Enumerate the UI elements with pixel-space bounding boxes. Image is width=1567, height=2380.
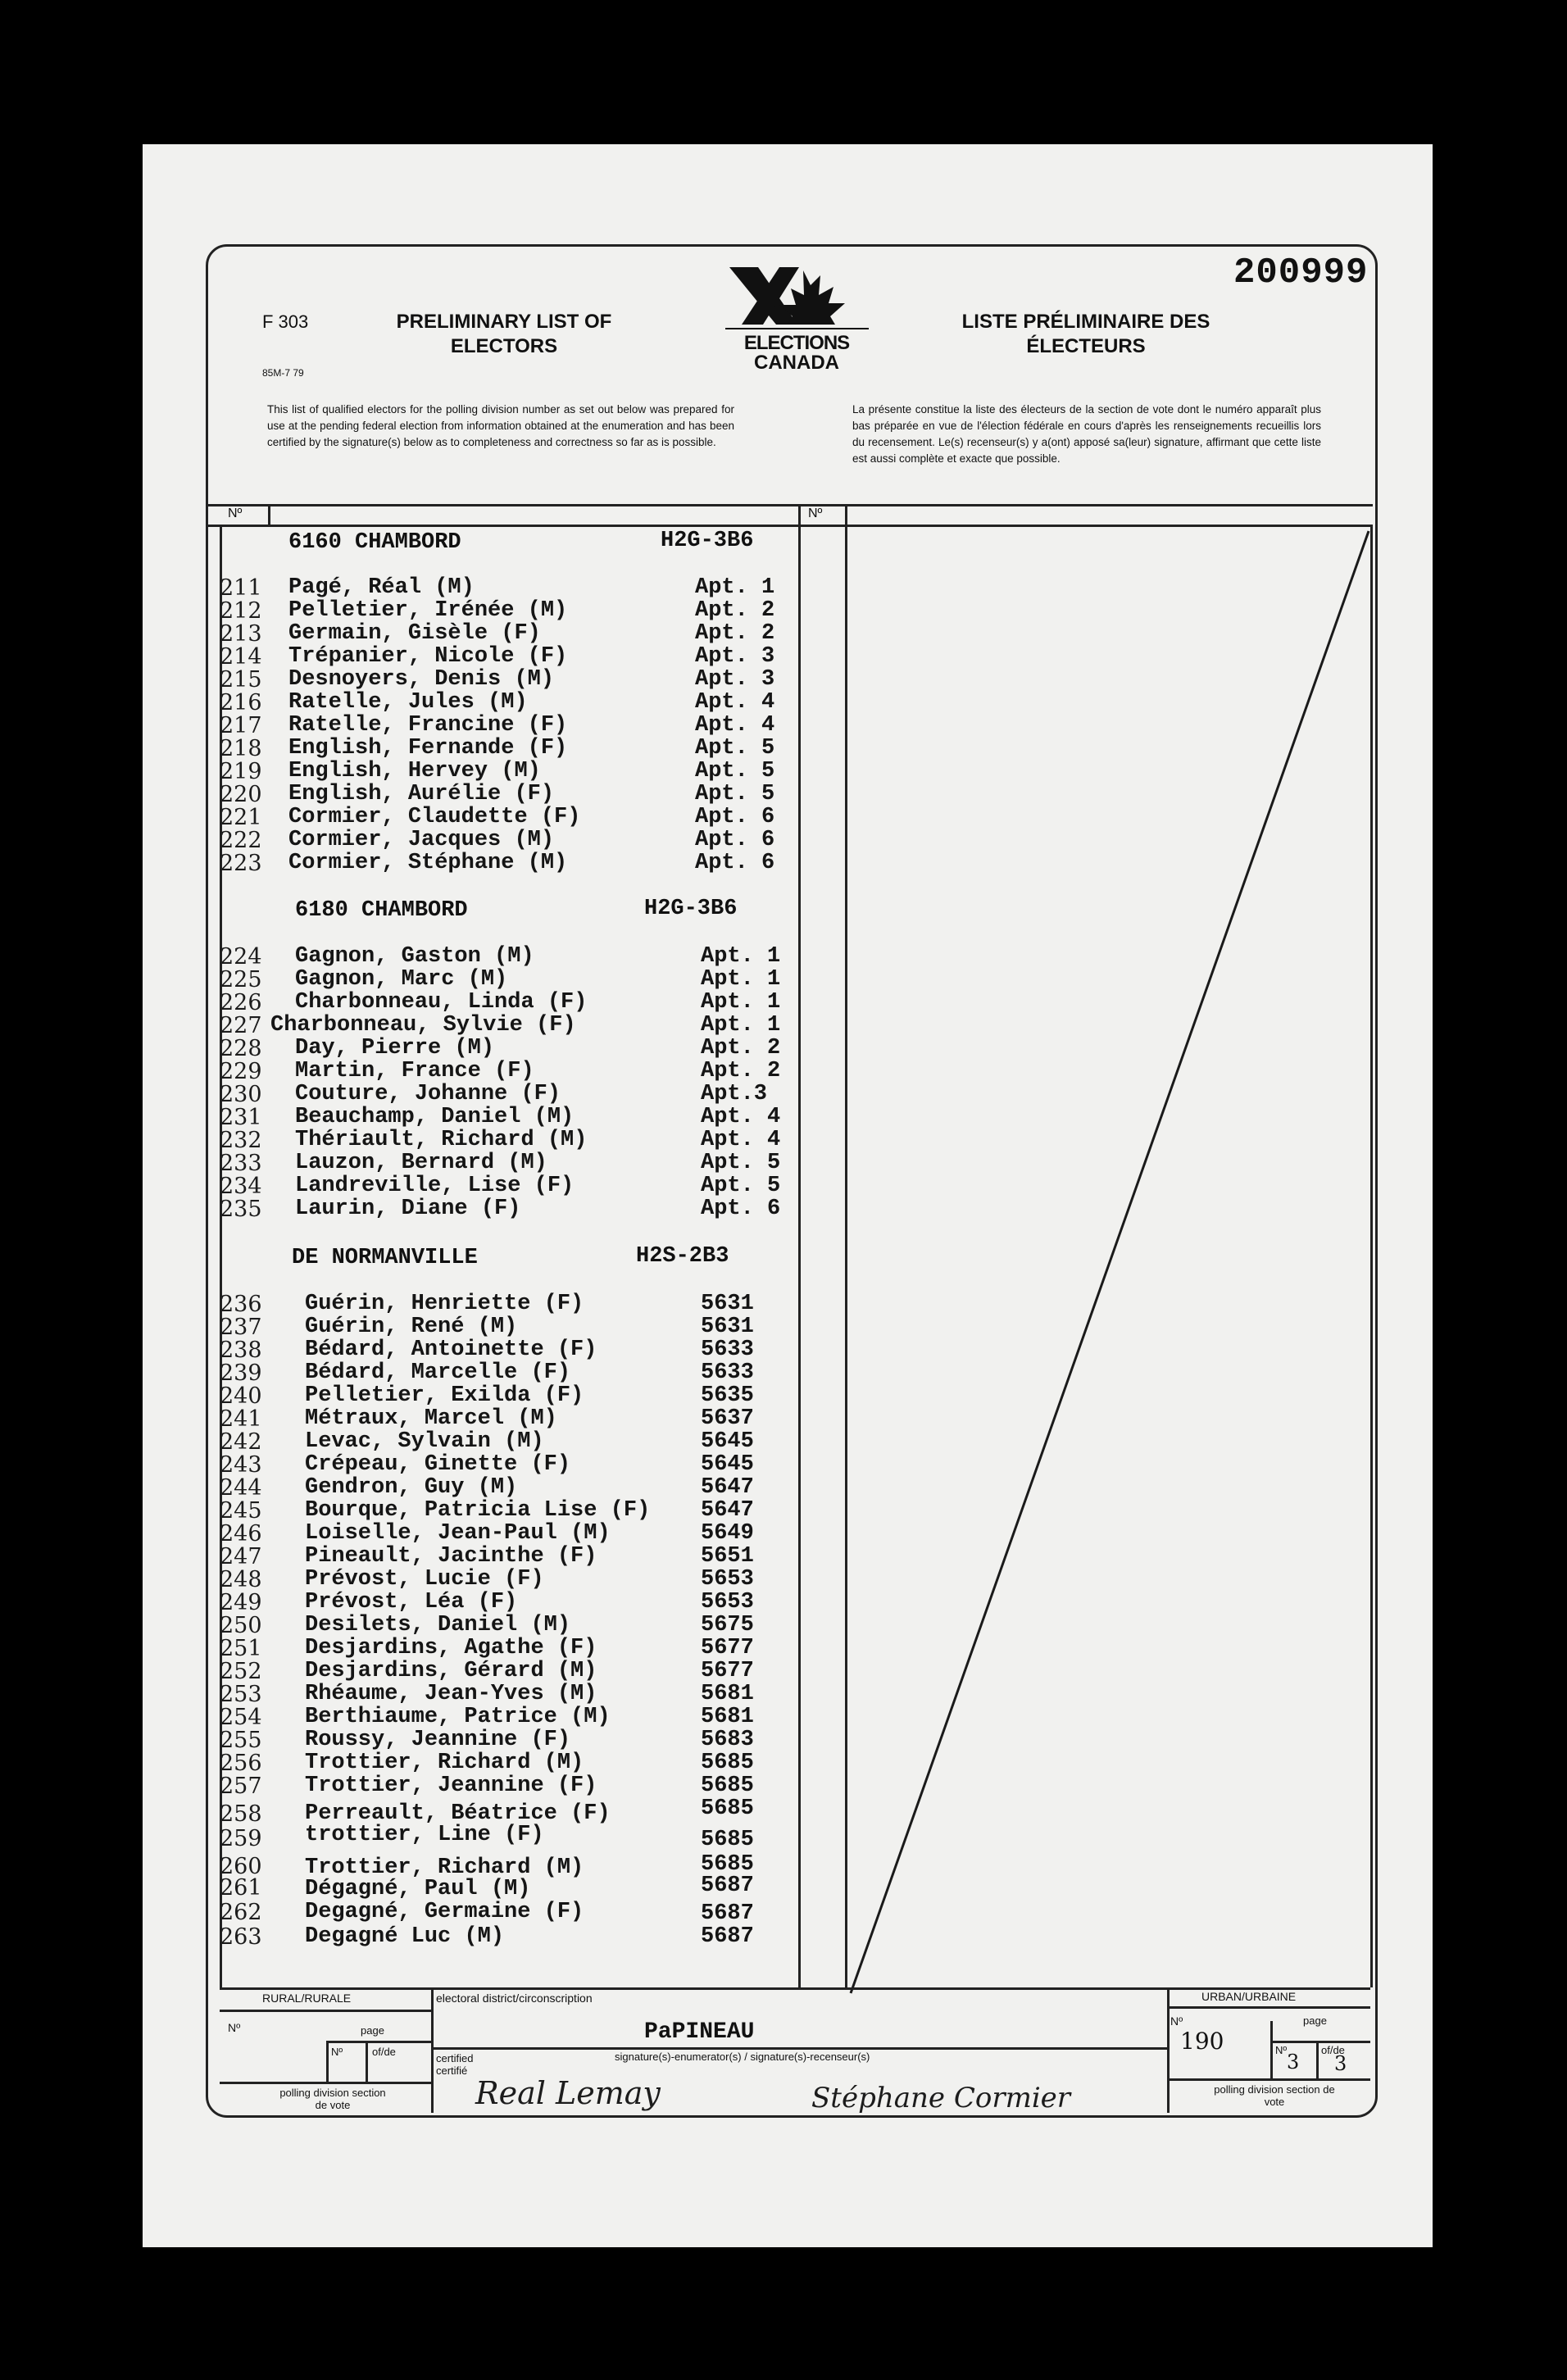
entry-name: Desjardins, Agathe (F) bbox=[305, 1636, 597, 1660]
section-postal-code: H2G-3B6 bbox=[644, 897, 738, 921]
entry-number: 254 bbox=[220, 1705, 262, 1730]
rural-no-divider bbox=[326, 2041, 329, 2082]
urban-page-number: 3 bbox=[1287, 2051, 1300, 2073]
entry-number: 252 bbox=[220, 1659, 262, 1684]
rural-bottom-rule bbox=[220, 2082, 431, 2084]
urban-no-divider bbox=[1270, 2021, 1273, 2078]
entry-name: Germain, Gisèle (F) bbox=[288, 621, 541, 646]
entry-name: Bourque, Patricia Lise (F) bbox=[305, 1498, 651, 1523]
entry-name: Desilets, Daniel (M) bbox=[305, 1613, 571, 1637]
urban-polling-label: polling division section de vote bbox=[1214, 2083, 1335, 2108]
district-label: electoral district/circonscription bbox=[436, 1992, 593, 2005]
rural-right-line bbox=[431, 1987, 434, 2113]
entry-number: 228 bbox=[220, 1036, 262, 1061]
entry-address: Apt. 4 bbox=[701, 1105, 781, 1129]
entry-name: Perreault, Béatrice (F) bbox=[305, 1801, 611, 1826]
entry-address: Apt. 4 bbox=[695, 713, 775, 738]
entry-name: Gendron, Guy (M) bbox=[305, 1475, 518, 1500]
urban-bottom-rule bbox=[1167, 2078, 1370, 2081]
entry-address: 5687 bbox=[701, 1901, 754, 1926]
entry-address: Apt. 5 bbox=[695, 759, 775, 783]
entry-address: Apt. 6 bbox=[695, 851, 775, 875]
urban-no-label: Nº bbox=[1170, 2014, 1183, 2028]
entry-address: Apt. 3 bbox=[695, 667, 775, 692]
form-subcode: 85M-7 79 bbox=[262, 367, 304, 379]
entry-name: Laurin, Diane (F) bbox=[295, 1197, 521, 1221]
entry-address: Apt. 2 bbox=[701, 1059, 781, 1083]
entry-address: Apt. 2 bbox=[695, 621, 775, 646]
section-postal-code: H2S-2B3 bbox=[636, 1244, 729, 1269]
entry-address: Apt. 2 bbox=[701, 1036, 781, 1061]
entry-address: Apt. 3 bbox=[695, 644, 775, 669]
title-french: LISTE PRÉLIMINAIRE DES ÉLECTEURS bbox=[961, 311, 1210, 357]
entry-name: Cormier, Stéphane (M) bbox=[288, 851, 568, 875]
svg-text:CANADA: CANADA bbox=[754, 352, 839, 374]
entry-number: 251 bbox=[220, 1636, 262, 1661]
entry-address: 5637 bbox=[701, 1406, 754, 1431]
entry-address: Apt.3 bbox=[701, 1082, 768, 1106]
entry-address: Apt. 1 bbox=[695, 575, 775, 600]
entry-address: 5653 bbox=[701, 1567, 754, 1592]
entry-name: Crépeau, Ginette (F) bbox=[305, 1452, 571, 1477]
entry-address: Apt. 2 bbox=[695, 598, 775, 623]
entry-address: 5647 bbox=[701, 1498, 754, 1523]
entry-name: Pelletier, Irénée (M) bbox=[288, 598, 568, 623]
urban-label: URBAN/URBAINE bbox=[1201, 1990, 1297, 2003]
entry-number: 216 bbox=[220, 690, 262, 715]
rural-no-label: Nº bbox=[228, 2021, 241, 2034]
entry-name: Rhéaume, Jean-Yves (M) bbox=[305, 1682, 597, 1706]
entry-name: Berthiaume, Patrice (M) bbox=[305, 1705, 611, 1729]
section-street: 6160 CHAMBORD bbox=[288, 530, 461, 555]
footer-top-rule bbox=[220, 1987, 1370, 1990]
rural-page-divider bbox=[366, 2041, 368, 2082]
entry-name: Day, Pierre (M) bbox=[295, 1036, 495, 1061]
signature-label: signature(s)-enumerator(s) / signature(s)-recenseur(s) bbox=[615, 2051, 870, 2063]
entry-address: 5685 bbox=[701, 1774, 754, 1798]
entry-name: Pagé, Réal (M) bbox=[288, 575, 475, 600]
entry-address: 5675 bbox=[701, 1613, 754, 1637]
entry-address: 5645 bbox=[701, 1452, 754, 1477]
section-street: 6180 CHAMBORD bbox=[295, 898, 468, 923]
entry-address: 5677 bbox=[701, 1659, 754, 1683]
entry-number: 263 bbox=[220, 1924, 262, 1950]
urban-of-label: of/de bbox=[1321, 2044, 1345, 2056]
entry-number: 226 bbox=[220, 990, 262, 1015]
urban-page-divider bbox=[1316, 2041, 1319, 2078]
urban-polling-number: 190 bbox=[1180, 2028, 1224, 2055]
entry-name: Cormier, Claudette (F) bbox=[288, 805, 581, 829]
section-postal-code: H2G-3B6 bbox=[661, 529, 754, 553]
entry-address: 5633 bbox=[701, 1338, 754, 1362]
entry-address: Apt. 1 bbox=[701, 990, 781, 1015]
entry-number: 238 bbox=[220, 1338, 262, 1363]
entry-name: Landreville, Lise (F) bbox=[295, 1174, 575, 1198]
entry-name: Guérin, René (M) bbox=[305, 1315, 518, 1339]
entry-name: Prévost, Lucie (F) bbox=[305, 1567, 544, 1592]
entry-address: Apt. 5 bbox=[701, 1174, 781, 1198]
signature-enumerator-1: Real Lemay bbox=[475, 2075, 661, 2111]
urban-page-label: page bbox=[1303, 2014, 1327, 2027]
entry-name: Prévost, Léa (F) bbox=[305, 1590, 518, 1615]
entry-address: 5685 bbox=[701, 1796, 754, 1821]
entry-name: Pelletier, Exilda (F) bbox=[305, 1383, 584, 1408]
entry-number: 237 bbox=[220, 1315, 262, 1340]
title-english: PRELIMINARY LIST OF ELECTORS bbox=[396, 311, 612, 357]
entry-name: Trottier, Richard (M) bbox=[305, 1751, 584, 1775]
entry-name: Pineault, Jacinthe (F) bbox=[305, 1544, 597, 1569]
entry-name: Ratelle, Jules (M) bbox=[288, 690, 528, 715]
entry-number: 239 bbox=[220, 1360, 262, 1386]
entry-name: Levac, Sylvain (M) bbox=[305, 1429, 544, 1454]
entry-number: 241 bbox=[220, 1406, 262, 1432]
entry-number: 258 bbox=[220, 1801, 262, 1827]
entry-name: Trépanier, Nicole (F) bbox=[288, 644, 568, 669]
entry-name: English, Fernande (F) bbox=[288, 736, 568, 761]
entry-number: 231 bbox=[220, 1105, 262, 1130]
entry-number: 250 bbox=[220, 1613, 262, 1638]
entry-number: 218 bbox=[220, 736, 262, 761]
rural-of-label: of/de bbox=[372, 2046, 396, 2058]
entry-number: 224 bbox=[220, 944, 262, 970]
entry-name: Cormier, Jacques (M) bbox=[288, 828, 555, 852]
entry-address: 5683 bbox=[701, 1728, 754, 1752]
entry-number: 235 bbox=[220, 1197, 262, 1222]
entry-address: 5687 bbox=[701, 1874, 754, 1898]
entry-name: trottier, Line (F) bbox=[305, 1823, 544, 1847]
intro-french: La présente constitue la liste des électeurs de la section de vote dont le numéro apparaît plus bas préparée en vue de l'élection fédérale en cours d'après les renseignements recueillis lors du recensement. Le(s) recenseur(s) y a(ont) apposé sa(leur) signature, affirmant que cette liste est aussi complète et exacte que possible. bbox=[852, 403, 1321, 465]
entry-number: 230 bbox=[220, 1082, 262, 1107]
entry-name: Beauchamp, Daniel (M) bbox=[295, 1105, 575, 1129]
entry-number: 236 bbox=[220, 1292, 262, 1317]
entry-number: 249 bbox=[220, 1590, 262, 1615]
svg-text:ELECTIONS: ELECTIONS bbox=[743, 332, 850, 354]
entry-name: Loiselle, Jean-Paul (M) bbox=[305, 1521, 611, 1546]
signature-enumerator-2: Stéphane Cormier bbox=[811, 2082, 1071, 2114]
entry-number: 214 bbox=[220, 644, 262, 670]
entry-number: 260 bbox=[220, 1854, 262, 1879]
rural-label-rule bbox=[220, 2010, 431, 2012]
entry-number: 248 bbox=[220, 1567, 262, 1592]
entry-number: 243 bbox=[220, 1452, 262, 1478]
entry-address: 5653 bbox=[701, 1590, 754, 1615]
entry-number: 244 bbox=[220, 1475, 262, 1501]
entry-name: English, Hervey (M) bbox=[288, 759, 541, 783]
entry-name: Couture, Johanne (F) bbox=[295, 1082, 561, 1106]
rural-page-rule bbox=[326, 2041, 431, 2043]
rural-page-label: page bbox=[361, 2024, 384, 2037]
entry-number: 245 bbox=[220, 1498, 262, 1524]
entry-name: Gagnon, Marc (M) bbox=[295, 967, 508, 992]
entry-address: Apt. 4 bbox=[701, 1128, 781, 1152]
entry-name: Trottier, Jeannine (F) bbox=[305, 1774, 597, 1798]
entry-address: Apt. 5 bbox=[695, 782, 775, 806]
entry-number: 220 bbox=[220, 782, 262, 807]
entry-name: Dégagné, Paul (M) bbox=[305, 1877, 531, 1901]
district-rule bbox=[431, 2047, 1167, 2050]
entry-address: Apt. 1 bbox=[701, 967, 781, 992]
entry-address: Apt. 6 bbox=[701, 1197, 781, 1221]
entry-address: 5633 bbox=[701, 1360, 754, 1385]
entry-number: 213 bbox=[220, 621, 262, 647]
entry-name: Degagné Luc (M) bbox=[305, 1924, 505, 1949]
entry-address: Apt. 6 bbox=[695, 828, 775, 852]
intro-english: This list of qualified electors for the polling division number as set out below was prepared for use at the pending federal election from information obtained at the enumeration and has been certified by the signature(s) below as to completeness and correctness so far as is possible. bbox=[267, 403, 734, 448]
entry-name: Trottier, Richard (M) bbox=[305, 1855, 584, 1880]
entry-address: 5649 bbox=[701, 1521, 754, 1546]
urban-left-line bbox=[1167, 1987, 1170, 2113]
rural-page-no-label: Nº bbox=[331, 2046, 343, 2058]
entry-name: Roussy, Jeannine (F) bbox=[305, 1728, 571, 1752]
entry-name: Ratelle, Francine (F) bbox=[288, 713, 568, 738]
entry-number: 215 bbox=[220, 667, 262, 693]
entry-name: Degagné, Germaine (F) bbox=[305, 1900, 584, 1924]
entry-number: 211 bbox=[220, 575, 262, 601]
urban-page-total: 3 bbox=[1334, 2052, 1347, 2075]
entry-name: Guérin, Henriette (F) bbox=[305, 1292, 584, 1316]
entry-name: Lauzon, Bernard (M) bbox=[295, 1151, 547, 1175]
entry-number: 257 bbox=[220, 1774, 262, 1799]
entry-name: Métraux, Marcel (M) bbox=[305, 1406, 557, 1431]
entry-number: 247 bbox=[220, 1544, 262, 1569]
entry-address: 5647 bbox=[701, 1475, 754, 1500]
entry-address: 5631 bbox=[701, 1315, 754, 1339]
entry-number: 246 bbox=[220, 1521, 262, 1547]
entry-number: 242 bbox=[220, 1429, 262, 1455]
entry-address: Apt. 5 bbox=[695, 736, 775, 761]
entry-name: Bédard, Marcelle (F) bbox=[305, 1360, 571, 1385]
form-code: F 303 bbox=[262, 311, 309, 332]
entry-address: 5687 bbox=[701, 1924, 754, 1949]
no-header-left: Nº bbox=[228, 506, 243, 520]
entry-name: Desnoyers, Denis (M) bbox=[288, 667, 555, 692]
entry-address: 5685 bbox=[701, 1751, 754, 1775]
entry-name: English, Aurélie (F) bbox=[288, 782, 555, 806]
entry-address: Apt. 4 bbox=[695, 690, 775, 715]
entry-number: 227 bbox=[220, 1013, 262, 1038]
serial-number: 200999 bbox=[1233, 252, 1369, 293]
entry-name: Bédard, Antoinette (F) bbox=[305, 1338, 597, 1362]
entry-number: 240 bbox=[220, 1383, 262, 1409]
entry-name: Gagnon, Gaston (M) bbox=[295, 944, 534, 969]
entry-number: 253 bbox=[220, 1682, 262, 1707]
entry-address: Apt. 1 bbox=[701, 1013, 781, 1038]
entry-number: 212 bbox=[220, 598, 262, 624]
urban-page-rule bbox=[1270, 2041, 1370, 2043]
entry-name: Desjardins, Gérard (M) bbox=[305, 1659, 597, 1683]
entry-name: Martin, France (F) bbox=[295, 1059, 534, 1083]
entry-number: 234 bbox=[220, 1174, 262, 1199]
entry-number: 262 bbox=[220, 1900, 262, 1925]
entry-address: Apt. 1 bbox=[701, 944, 781, 969]
entry-number: 259 bbox=[220, 1826, 262, 1851]
no-header-right: Nº bbox=[808, 506, 823, 520]
entry-address: Apt. 5 bbox=[701, 1151, 781, 1175]
entry-address: 5681 bbox=[701, 1682, 754, 1706]
entry-number: 229 bbox=[220, 1059, 262, 1084]
rural-polling-label: polling division section de vote bbox=[279, 2087, 386, 2111]
entry-address: 5677 bbox=[701, 1636, 754, 1660]
entry-address: 5635 bbox=[701, 1383, 754, 1408]
entry-address: 5631 bbox=[701, 1292, 754, 1316]
entry-number: 261 bbox=[220, 1875, 262, 1901]
entry-address: 5685 bbox=[701, 1852, 754, 1877]
entry-address: 5645 bbox=[701, 1429, 754, 1454]
entry-number: 256 bbox=[220, 1751, 262, 1776]
entry-name: Thériault, Richard (M) bbox=[295, 1128, 588, 1152]
urban-label-rule bbox=[1167, 2006, 1370, 2009]
urban-page-no-label: Nº bbox=[1275, 2044, 1288, 2056]
entry-address: 5681 bbox=[701, 1705, 754, 1729]
entry-name: Charbonneau, Linda (F) bbox=[295, 990, 588, 1015]
entry-address: Apt. 6 bbox=[695, 805, 775, 829]
entry-number: 222 bbox=[220, 828, 262, 853]
entry-name: Charbonneau, Sylvie (F) bbox=[270, 1013, 576, 1038]
entry-address: 5685 bbox=[701, 1828, 754, 1852]
district-value: PaPINEAU bbox=[644, 2019, 755, 2045]
entry-number: 223 bbox=[220, 851, 262, 876]
entry-number: 221 bbox=[220, 805, 262, 830]
entry-number: 232 bbox=[220, 1128, 262, 1153]
section-street: DE NORMANVILLE bbox=[292, 1246, 478, 1270]
entry-number: 233 bbox=[220, 1151, 262, 1176]
entry-number: 217 bbox=[220, 713, 262, 738]
entry-number: 219 bbox=[220, 759, 262, 784]
certified-label: certified certifié bbox=[436, 2052, 474, 2077]
entry-number: 255 bbox=[220, 1728, 262, 1753]
rural-label: RURAL/RURALE bbox=[262, 1992, 352, 2005]
entry-number: 225 bbox=[220, 967, 262, 992]
entry-address: 5651 bbox=[701, 1544, 754, 1569]
